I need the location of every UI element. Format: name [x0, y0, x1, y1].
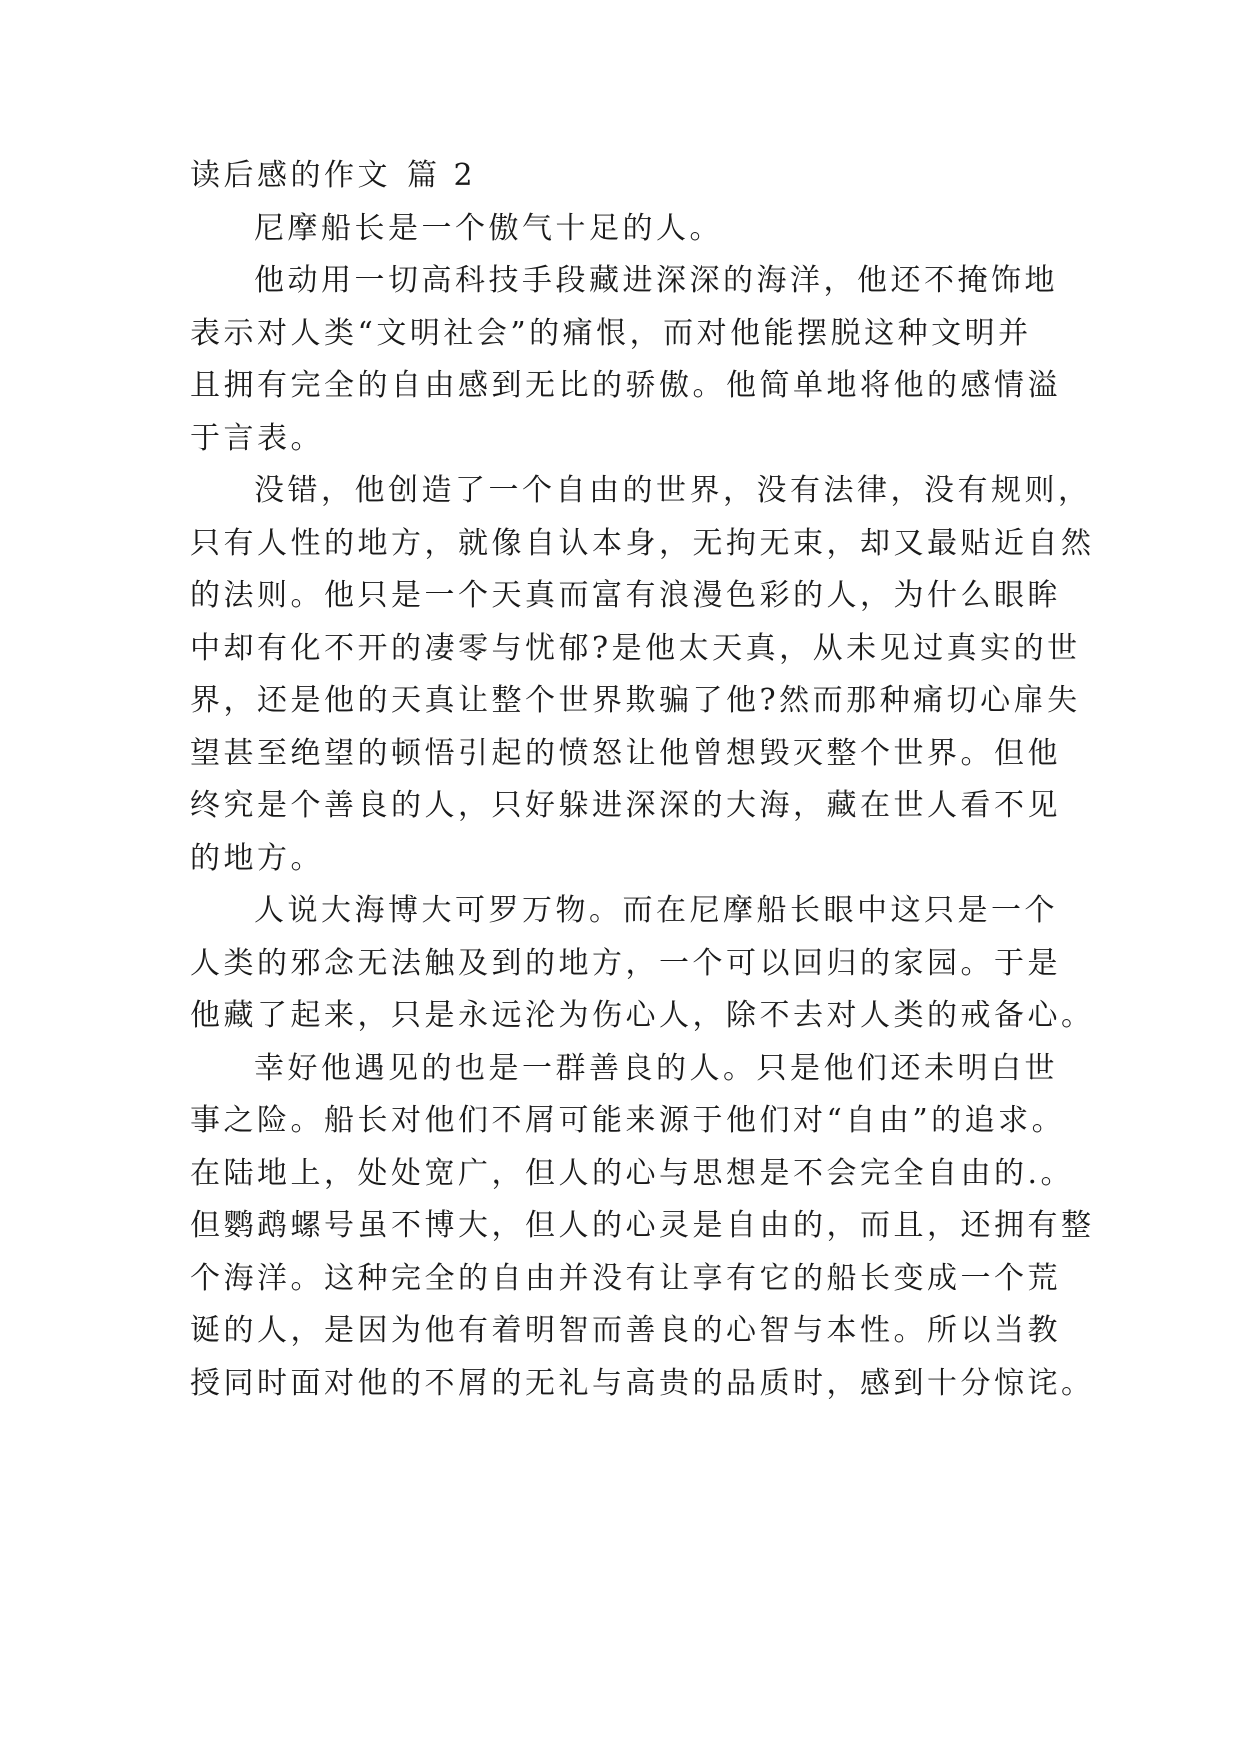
paragraph-4 [190, 885, 1095, 1043]
title-section: 篇 2 [407, 158, 477, 193]
paragraph-line: 终究是个善良的人，只好躲进深深的大海，藏在世人看不见 [190, 788, 1061, 823]
paragraph-line: 在陆地上，处处宽广，但人的心与思想是不会完全自由的.。 [190, 1155, 1075, 1191]
paragraph-line: 授同时面对他的不屑的无礼与高贵的品质时，感到十分惊诧。 [190, 1365, 1095, 1401]
paragraph-line: 他动用一切高科技手段藏进深深的海洋，他还不掩饰地 [254, 263, 1058, 298]
document-body [190, 150, 1095, 1410]
title-text: 读后感的作文 [190, 158, 391, 193]
paragraph-3 [190, 465, 1095, 885]
paragraph-line: 中却有化不开的凄零与忧郁?是他太天真，从未见过真实的世 [190, 630, 1081, 666]
paragraph-1 [190, 203, 1070, 256]
paragraph-line: 人说大海博大可罗万物。而在尼摩船长眼中这只是一个 [254, 893, 1058, 928]
paragraph-line: 且拥有完全的自由感到无比的骄傲。他简单地将他的感情溢 [190, 368, 1061, 403]
paragraph-line: 的法则。他只是一个天真而富有浪漫色彩的人，为什么眼眸 [190, 578, 1061, 613]
paragraph-line: 个海洋。这种完全的自由并没有让享有它的船长变成一个荒 [190, 1260, 1061, 1296]
paragraph-line: 他藏了起来，只是永远沦为伤心人，除不去对人类的戒备心。 [190, 998, 1095, 1033]
document-title [190, 150, 1070, 203]
paragraph-line: 尼摩船长是一个傲气十足的人。 [254, 210, 723, 246]
paragraph-line: 事之险。船长对他们不屑可能来源于他们对“自由”的追求。 [190, 1103, 1066, 1138]
paragraph-line: 但鹦鹉螺号虽不博大，但人的心灵是自由的，而且，还拥有整 [190, 1208, 1095, 1243]
paragraph-line: 于言表。 [190, 420, 324, 456]
paragraph-line: 的地方。 [190, 840, 324, 876]
paragraph-line: 只有人性的地方，就像自认本身，无拘无束，却又最贴近自然 [190, 525, 1095, 561]
paragraph-line: 幸好他遇见的也是一群善良的人。只是他们还未明白世 [254, 1050, 1058, 1086]
paragraph-line: 望甚至绝望的顿悟引起的愤怒让他曾想毁灭整个世界。但他 [190, 735, 1061, 771]
paragraph-line: 人类的邪念无法触及到的地方，一个可以回归的家园。于是 [190, 945, 1061, 981]
paragraph-line: 诞的人，是因为他有着明智而善良的心智与本性。所以当教 [190, 1313, 1061, 1348]
paragraph-line: 表示对人类“文明社会”的痛恨，而对他能摆脱这种文明并 [190, 315, 1032, 351]
paragraph-2 [190, 255, 1070, 465]
paragraph-5 [190, 1043, 1095, 1411]
paragraph-line: 界，还是他的天真让整个世界欺骗了他?然而那种痛切心扉失 [190, 683, 1081, 718]
paragraph-line: 没错，他创造了一个自由的世界，没有法律，没有规则， [254, 473, 1092, 508]
